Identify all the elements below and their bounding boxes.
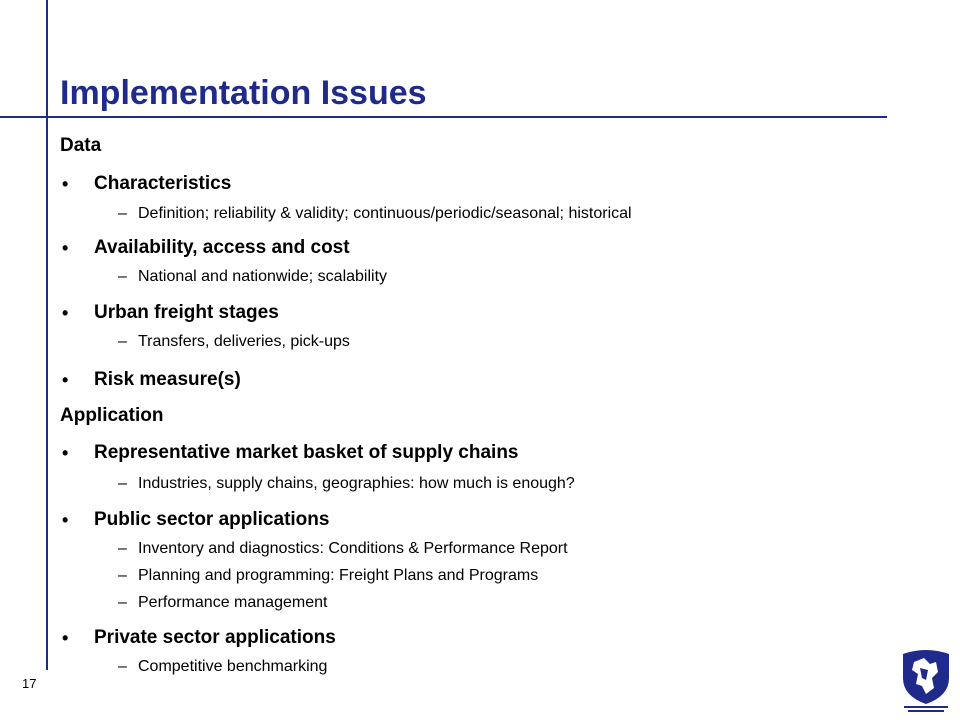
- bullet-label: Risk measure(s): [94, 369, 241, 390]
- dash-icon: –: [118, 268, 127, 285]
- sub-item-label: National and nationwide; scalability: [138, 268, 388, 285]
- bullet-icon: •: [62, 174, 69, 194]
- dash-icon: –: [118, 475, 127, 492]
- coalition-logo-icon: [898, 648, 954, 714]
- bullet-label: Public sector applications: [94, 509, 330, 530]
- sub-item-label: Planning and programming: Freight Plans and Programs: [138, 567, 539, 584]
- slide-title: Implementation Issues: [60, 74, 427, 112]
- sub-item-label: Competitive benchmarking: [138, 658, 328, 675]
- bullet-icon: •: [62, 370, 69, 390]
- bullet-icon: •: [62, 238, 69, 258]
- dash-icon: –: [118, 594, 127, 611]
- vertical-rule: [46, 0, 48, 670]
- bullet-icon: •: [62, 443, 69, 463]
- sub-item-label: Performance management: [138, 594, 328, 611]
- bullet-icon: •: [62, 628, 69, 648]
- bullet-icon: •: [62, 303, 69, 323]
- dash-icon: –: [118, 540, 127, 557]
- bullet-label: Private sector applications: [94, 627, 336, 648]
- bullet-label: Availability, access and cost: [94, 237, 350, 258]
- bullet-label: Urban freight stages: [94, 302, 279, 323]
- bullet-label: Representative market basket of supply chains: [94, 442, 519, 463]
- sub-item-label: Industries, supply chains, geographies: how much is enough?: [138, 475, 575, 492]
- section-heading-application: Application: [60, 405, 164, 426]
- dash-icon: –: [118, 205, 127, 222]
- horizontal-rule: [0, 116, 887, 118]
- bullet-icon: •: [62, 510, 69, 530]
- page-number: 17: [22, 676, 37, 691]
- section-heading-data: Data: [60, 135, 102, 156]
- sub-item-label: Definition; reliability & validity; continuous/periodic/seasonal; historical: [138, 205, 632, 222]
- dash-icon: –: [118, 333, 127, 350]
- dash-icon: –: [118, 567, 127, 584]
- bullet-label: Characteristics: [94, 173, 232, 194]
- dash-icon: –: [118, 658, 127, 675]
- sub-item-label: Inventory and diagnostics: Conditions & Performance Report: [138, 540, 568, 557]
- sub-item-label: Transfers, deliveries, pick-ups: [138, 333, 350, 350]
